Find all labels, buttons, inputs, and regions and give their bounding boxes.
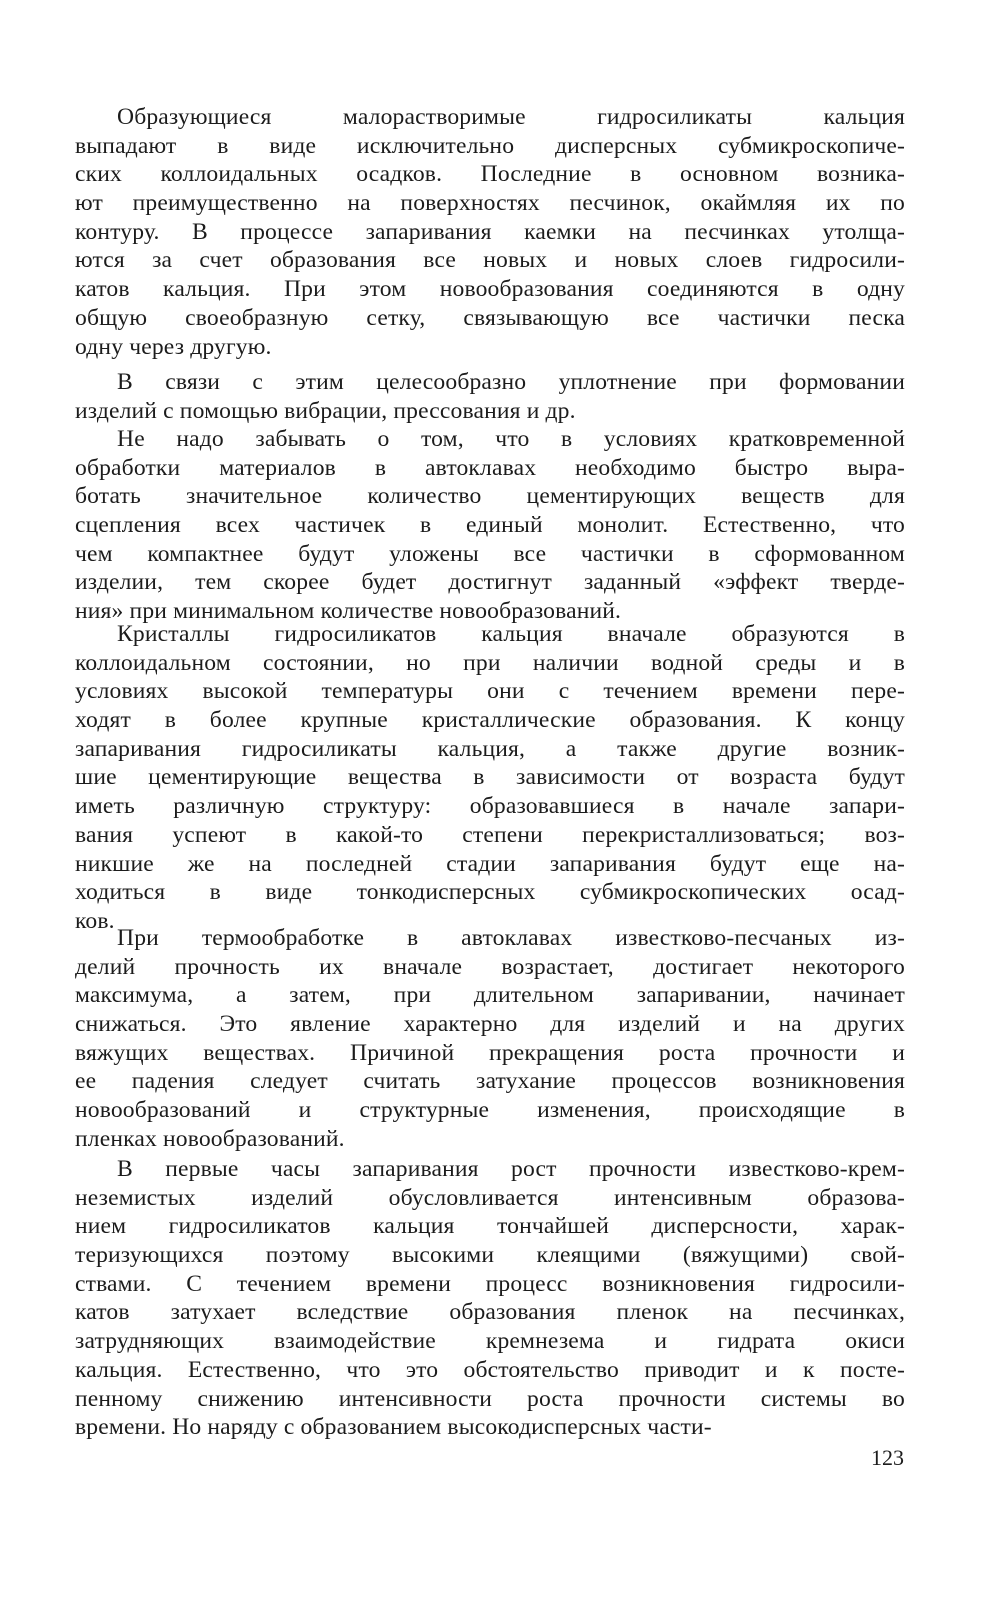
text-line: Не надо забывать о том, что в условиях кратковременной bbox=[117, 426, 905, 452]
text-line: ходиться в виде тонкодисперсных субмикроскопических осад- bbox=[75, 879, 905, 906]
text-line: никшие же на последней стадии запаривания будут еще на- bbox=[75, 850, 905, 877]
text-line: пленках новообразований. bbox=[75, 1125, 345, 1152]
text-line: В связи с этим целесообразно уплотнение при формовании bbox=[117, 369, 905, 395]
paragraph bbox=[75, 620, 905, 936]
text-line: Кристаллы гидросиликатов кальция вначале образуются в bbox=[117, 621, 905, 647]
page-number: 123 bbox=[871, 1445, 904, 1470]
text-line: ния» при минимальном количестве новообразований. bbox=[75, 598, 622, 625]
text-line: снижаться. Это явление характерно для изделий и на других bbox=[75, 1011, 905, 1038]
text-line: чем компактнее будут уложены все частички в сформованном bbox=[75, 540, 905, 567]
text-line: сцепления всех частичек в единый монолит. Естественно, что bbox=[75, 512, 905, 539]
text-line: общую своеобразную сетку, связывающую все частички песка bbox=[75, 304, 905, 331]
text-line: ходят в более крупные кристаллические образования. К концу bbox=[75, 707, 905, 734]
text-line: пенному снижению интенсивности роста прочности системы во bbox=[75, 1385, 905, 1412]
text-line: запаривания гидросиликаты кальция, а также другие возник- bbox=[75, 735, 905, 762]
text-line: затрудняющих взаимодействие кремнезема и гидрата окиси bbox=[75, 1328, 905, 1355]
text-line: делий прочность их вначале возрастает, достигает некоторого bbox=[75, 953, 905, 980]
text-line: ее падения следует считать затухание процессов возникновения bbox=[75, 1068, 905, 1095]
text-line: ют преимущественно на поверхностях песчинок, окаймляя их по bbox=[75, 190, 905, 217]
text-line: обработки материалов в автоклавах необходимо быстро выра- bbox=[75, 454, 905, 481]
text-line: При термообработке в автоклавах известково-песчаных из- bbox=[117, 925, 905, 951]
text-line: В первые часы запаривания рост прочности известково-крем- bbox=[117, 1156, 905, 1182]
text-line: ских коллоидальных осадков. Последние в основном возника- bbox=[75, 161, 905, 188]
paragraph bbox=[75, 1155, 905, 1442]
text-line: выпадают в виде исключительно дисперсных субмикроскопиче- bbox=[75, 132, 905, 159]
text-line: одну через другую. bbox=[75, 333, 272, 360]
text-line: изделий с помощью вибрации, прессования и др. bbox=[75, 397, 576, 424]
text-line: неземистых изделий обусловливается интенсивным образова- bbox=[75, 1184, 905, 1211]
text-line: ствами. С течением времени процесс возникновения гидросили- bbox=[75, 1270, 905, 1297]
paragraph bbox=[75, 103, 905, 361]
text-line: Образующиеся малорастворимые гидросиликаты кальция bbox=[117, 104, 905, 130]
text-line: максимума, а затем, при длительном запаривании, начинает bbox=[75, 982, 905, 1009]
text-line: кальция. Естественно, что это обстоятельство приводит и к посте- bbox=[75, 1356, 905, 1383]
paragraph bbox=[75, 924, 905, 1154]
text-line: катов затухает вследствие образования пленок на песчинках, bbox=[75, 1299, 905, 1326]
text-line: теризующихся поэтому высокими клеящими (вяжущими) свой- bbox=[75, 1242, 905, 1269]
text-line: изделии, тем скорее будет достигнут заданный «эффект тверде- bbox=[75, 569, 905, 596]
text-line: вания успеют в какой-то степени перекристаллизоваться; воз- bbox=[75, 821, 905, 848]
text-line: новообразований и структурные изменения, происходящие в bbox=[75, 1097, 905, 1124]
text-line: вяжущих веществах. Причиной прекращения роста прочности и bbox=[75, 1039, 905, 1066]
text-line: условиях высокой температуры они с течением времени пере- bbox=[75, 678, 905, 705]
text-line: нием гидросиликатов кальция тончайшей дисперсности, харак- bbox=[75, 1213, 905, 1240]
text-line: шие цементирующие вещества в зависимости от возраста будут bbox=[75, 764, 905, 791]
text-line: ются за счет образования все новых и новых слоев гидросили- bbox=[75, 247, 905, 274]
text-line: времени. Но наряду с образованием высокодисперсных части- bbox=[75, 1414, 712, 1441]
text-line: иметь различную структуру: образовавшиеся в начале запари- bbox=[75, 793, 905, 820]
text-line: ботать значительное количество цементирующих веществ для bbox=[75, 483, 905, 510]
paragraph bbox=[75, 425, 905, 626]
paragraph bbox=[75, 368, 905, 425]
text-line: контуру. В процессе запаривания каемки на песчинках утолща- bbox=[75, 218, 905, 245]
text-line: коллоидальном состоянии, но при наличии водной среды и в bbox=[75, 649, 905, 676]
text-line: катов кальция. При этом новообразования соединяются в одну bbox=[75, 276, 905, 303]
text-line: ков. bbox=[75, 907, 115, 934]
